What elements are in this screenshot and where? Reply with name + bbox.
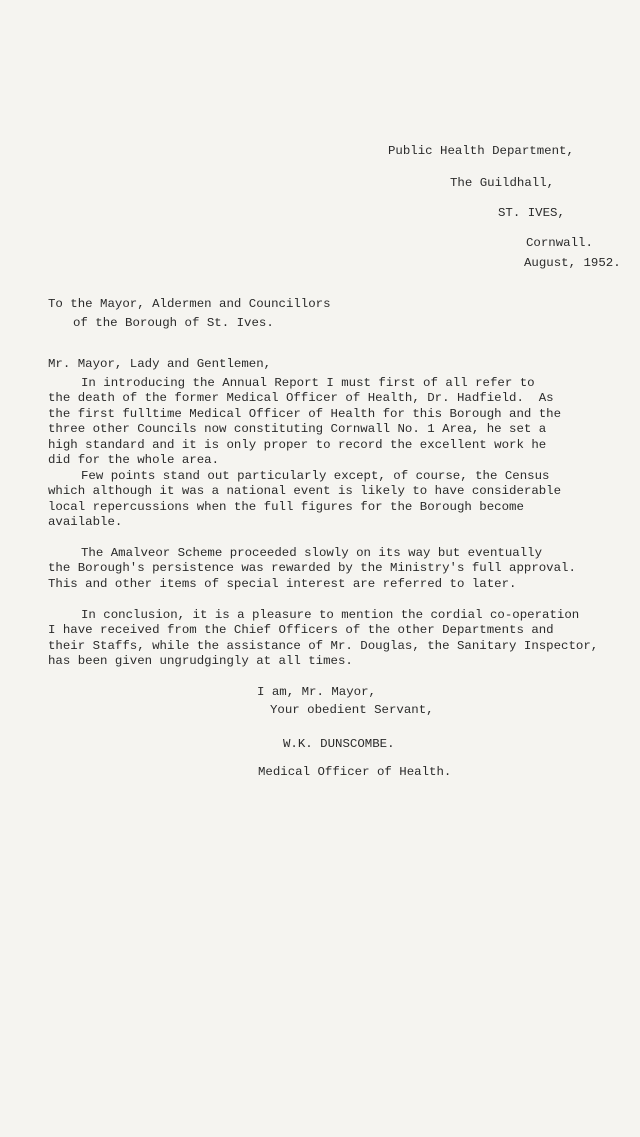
recipient-line-2: of the Borough of St. Ives. [73, 316, 274, 330]
letterhead-town: ST. IVES, [498, 206, 565, 220]
signatory-name: W.K. DUNSCOMBE. [283, 737, 395, 751]
paragraph-1 [48, 376, 561, 468]
closing-line-2: Your obedient Servant, [270, 703, 434, 717]
paragraph-line: three other Councils now constituting Cornwall No. 1 Area, he set a [48, 422, 547, 437]
paragraph-line: This and other items of special interest are referred to later. [48, 576, 517, 591]
paragraph-line: has been given ungrudgingly at all times. [48, 654, 353, 669]
letter-date: August, 1952. [524, 256, 621, 270]
salutation: Mr. Mayor, Lady and Gentlemen, [48, 357, 272, 371]
paragraph-line: their Staffs, while the assistance of Mr. Douglas, the Sanitary Inspector, [48, 638, 599, 653]
paragraph-line: local repercussions when the full figures for the Borough become [48, 499, 524, 514]
paragraph-line: In introducing the Annual Report I must first of all refer to [81, 376, 535, 390]
letterhead-building: The Guildhall, [450, 176, 555, 190]
signatory-title: Medical Officer of Health. [258, 765, 452, 779]
paragraph-line: I have received from the Chief Officers of the other Departments and [48, 623, 554, 638]
paragraph-line: the first fulltime Medical Officer of Health for this Borough and the [48, 406, 562, 421]
paragraph-line: did for the whole area. [48, 452, 220, 467]
paragraph-3 [48, 546, 576, 592]
paragraph-line: high standard and it is only proper to record the excellent work he [48, 437, 547, 452]
paragraph-line: available. [48, 515, 123, 530]
paragraph-4 [48, 608, 598, 670]
closing-line-1: I am, Mr. Mayor, [257, 685, 376, 699]
recipient-line-1: To the Mayor, Aldermen and Councillors [48, 297, 331, 311]
paragraph-line: Few points stand out particularly except, of course, the Census [81, 469, 550, 483]
paragraph-line: which although it was a national event is likely to have considerable [48, 484, 562, 499]
letterhead-county: Cornwall. [526, 236, 593, 250]
paragraph-line: In conclusion, it is a pleasure to mention the cordial co-operation [81, 608, 580, 622]
paragraph-line: the death of the former Medical Officer of Health, Dr. Hadfield. As [48, 391, 554, 406]
paragraph-line: the Borough's persistence was rewarded by the Ministry's full approval. [48, 561, 576, 576]
letterhead-department: Public Health Department, [388, 144, 574, 158]
paragraph-line: The Amalveor Scheme proceeded slowly on its way but eventually [81, 546, 543, 560]
paragraph-2 [48, 469, 561, 531]
